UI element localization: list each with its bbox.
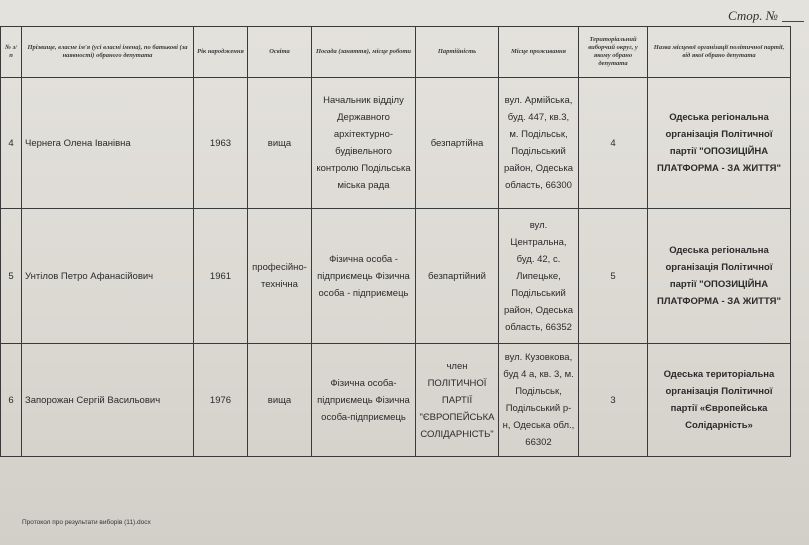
cell-residence: вул. Центральна, буд. 42, с. Липецьке, Подільський район, Одеська область, 66352 [499, 209, 579, 344]
header-district: Територіальний виборчий округ, у якому обрано депутата [579, 27, 648, 78]
header-residence: Місце проживання [499, 27, 579, 78]
header-name: Прізвище, власне ім'я (усі власні імена), по батькові (за наявності) обраного депутата [22, 27, 194, 78]
cell-residence: вул. Армійська, буд. 447, кв.3, м. Подільськ, Подільський район, Одеська область, 66300 [499, 78, 579, 209]
header-position: Посада (заняття), місце роботи [312, 27, 416, 78]
header-organization: Назва місцевої організації політичної партії, від якої обрано депутата [648, 27, 791, 78]
cell-num: 5 [1, 209, 22, 344]
cell-position: Фізична особа-підприємець Фізична особа-підприємець [312, 344, 416, 457]
cell-year: 1963 [194, 78, 248, 209]
cell-party: безпартійна [416, 78, 499, 209]
cell-name: Запорожан Сергій Васильович [22, 344, 194, 457]
cell-district: 5 [579, 209, 648, 344]
header-num: № з/п [1, 27, 22, 78]
cell-party: член ПОЛІТИЧНОЇ ПАРТІЇ "ЄВРОПЕЙСЬКА СОЛІДАРНІСТЬ" [416, 344, 499, 457]
header-party: Партійність [416, 27, 499, 78]
table-row [1, 344, 791, 457]
cell-name: Чернега Олена Іванівна [22, 78, 194, 209]
cell-year: 1976 [194, 344, 248, 457]
page-number-label: Стор. № [728, 8, 804, 24]
cell-education: професійно-технічна [248, 209, 312, 344]
table-header-row [1, 27, 791, 78]
cell-district: 4 [579, 78, 648, 209]
cell-district: 3 [579, 344, 648, 457]
table-row [1, 78, 791, 209]
table-row [1, 209, 791, 344]
cell-num: 4 [1, 78, 22, 209]
cell-num: 6 [1, 344, 22, 457]
cell-organization: Одеська регіональна організація Політичної партії "ОПОЗИЦІЙНА ПЛАТФОРМА - ЗА ЖИТТЯ" [648, 209, 791, 344]
cell-year: 1961 [194, 209, 248, 344]
cell-party: безпартійний [416, 209, 499, 344]
header-year: Рік народження [194, 27, 248, 78]
cell-education: вища [248, 78, 312, 209]
cell-organization: Одеська регіональна організація Політичної партії "ОПОЗИЦІЙНА ПЛАТФОРМА - ЗА ЖИТТЯ" [648, 78, 791, 209]
deputies-table [0, 26, 791, 457]
cell-education: вища [248, 344, 312, 457]
cell-name: Унтілов Петро Афанасійович [22, 209, 194, 344]
cell-position: Начальник відділу Державного архітектурно-будівельного контролю Подільська міська рада [312, 78, 416, 209]
footer-filename: Протокол про результати виборів (11).docx [22, 519, 151, 526]
cell-organization: Одеська територіальна організація Політичної партії «Європейська Солідарність» [648, 344, 791, 457]
header-education: Освіта [248, 27, 312, 78]
cell-position: Фізична особа - підприємець Фізична особа - підприємець [312, 209, 416, 344]
cell-residence: вул. Кузовкова, буд 4 а, кв. 3, м. Подільськ, Подільський р-н, Одеська обл., 66302 [499, 344, 579, 457]
